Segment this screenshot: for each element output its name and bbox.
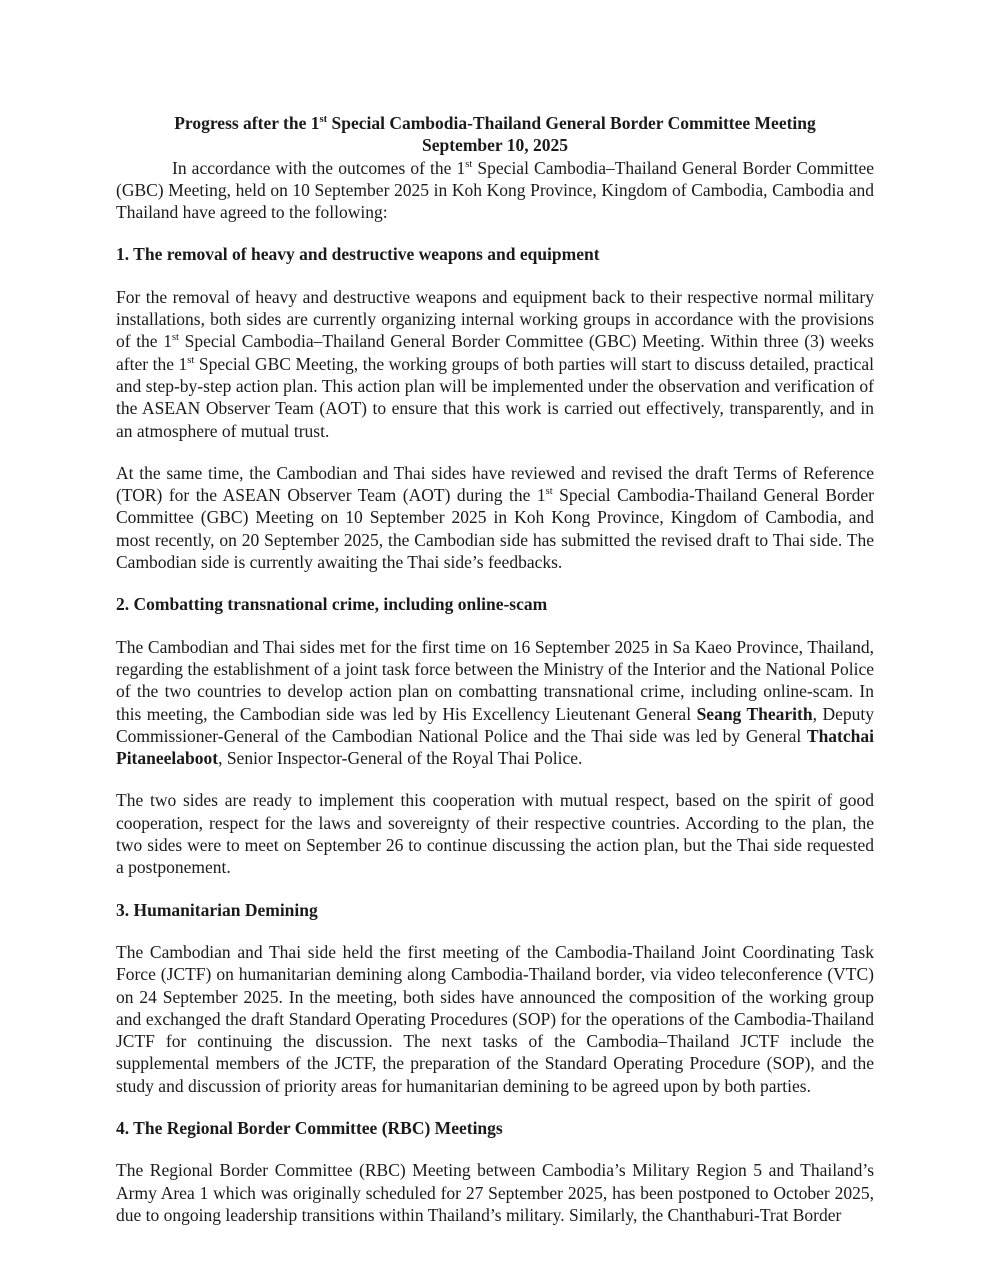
text-run: September 10, 2025 <box>422 135 568 156</box>
text-run: Special GBC Meeting, the working groups of both parties will start to discuss detailed, practical and step-by-step action plan. This action plan will be implemented under the observation and verification of the ASEAN Observer Team (AOT) to ensure that this work is carried out effectively, transparently, and in an atmosphere of mutual trust. <box>116 353 875 441</box>
superscript-text: st <box>465 158 473 170</box>
text-run: Special Cambodia-Thailand General Border Committee (GBC) Meeting on 10 September 2025 in Koh Kong Province, Kingdom of Cambodia, and most recently, on 20 September 2025, the Cambodian side has submitted the revised draft to Thai side. The Cambodian side is currently awaiting the Thai side’s feedbacks. <box>116 485 874 573</box>
document-title-line-1 <box>116 112 874 134</box>
text-run: The Regional Border Committee (RBC) Meeting between Cambodia’s Military Region 5 and Thailand’s Army Area 1 which was originally scheduled for 27 September 2025, has been postponed to October 2025, due to ongoing leadership transitions within Thailand’s military. Similarly, the Chanthaburi-Trat Border <box>116 1160 874 1225</box>
text-run: , Deputy Commissioner-General of the Cambodian National Police and the Thai side was led by General <box>116 703 874 746</box>
section-1-heading <box>116 243 874 265</box>
document-title <box>116 112 874 157</box>
section-3-paragraph-1 <box>116 941 874 1097</box>
superscript-text: st <box>545 486 553 498</box>
section-2-heading <box>116 593 874 615</box>
superscript-text: st <box>187 354 195 366</box>
text-run: Progress after the 1 <box>174 113 320 133</box>
section-3-heading <box>116 899 874 921</box>
section-1-paragraph-1 <box>116 286 874 442</box>
section-4-heading <box>116 1117 874 1139</box>
text-run: 2. Combatting transnational crime, including online-scam <box>116 594 548 615</box>
bold-text: Thatchai Pitaneelaboot <box>116 725 874 769</box>
text-run: At the same time, the Cambodian and Thai sides have reviewed and revised the draft Terms of Reference (TOR) for the ASEAN Observer Team (AOT) during the 1 <box>116 462 874 506</box>
intro-paragraph <box>116 157 874 224</box>
text-run: In accordance with the outcomes of the 1 <box>172 157 466 178</box>
document-body <box>116 157 874 1227</box>
text-run: Special Cambodia–Thailand General Border Committee (GBC) Meeting. Within three (3) weeks after the 1 <box>116 331 874 374</box>
text-run: , Senior Inspector-General of the Royal Thai Police. <box>218 748 583 769</box>
text-run: 3. Humanitarian Demining <box>116 899 318 920</box>
text-run: The two sides are ready to implement this cooperation with mutual respect, based on the spirit of good cooperation, respect for the laws and sovereignty of their respective countries. According to the plan, the two sides were to meet on September 26 to continue discussing the action plan, but the Thai side requested a postponement. <box>116 790 874 878</box>
text-run: The Cambodian and Thai sides met for the first time on 16 September 2025 in Sa Kaeo Province, Thailand, regarding the establishment of a joint task force between the Ministry of the Interior and the National Police of the two countries to develop action plan on combatting transnational crime, including online-scam. In this meeting, the Cambodian side was led by His Excellency Lieutenant General <box>116 636 874 724</box>
superscript-text: st <box>171 332 179 344</box>
document-title-line-2 <box>116 134 874 156</box>
text-run: For the removal of heavy and destructive weapons and equipment back to their respective normal military installations, both sides are currently organizing internal working groups in accordance with the provisions of the 1 <box>116 286 874 352</box>
text-run: The Cambodian and Thai side held the first meeting of the Cambodia-Thailand Joint Coordinating Task Force (JCTF) on humanitarian demining along Cambodia-Thailand border, via video teleconference (VTC) on 24 September 2025. In the meeting, both sides have announced the composition of the working group and exchanged the draft Standard Operating Procedures (SOP) for the operations of the Cambodia-Thailand JCTF for continuing the discussion. The next tasks of the Cambodia–Thailand JCTF include the supplemental members of the JCTF, the preparation of the Standard Operating Procedure (SOP), and the study and discussion of priority areas for humanitarian demining to be agreed upon by both parties. <box>116 941 874 1096</box>
text-run: Special Cambodia-Thailand General Border Committee Meeting <box>327 113 816 133</box>
section-4-paragraph-1 <box>116 1159 874 1226</box>
section-2-paragraph-2 <box>116 789 874 878</box>
text-run: Special Cambodia–Thailand General Border Committee (GBC) Meeting, held on 10 September 2025 in Koh Kong Province, Kingdom of Cambodia, Cambodia and Thailand have agreed to the following: <box>116 157 874 223</box>
text-run: 1. The removal of heavy and destructive weapons and equipment <box>116 244 600 265</box>
text-run: 4. The Regional Border Committee (RBC) Meetings <box>116 1117 503 1138</box>
superscript-text: st <box>319 114 328 126</box>
bold-text: Seang Thearith <box>696 703 813 724</box>
section-2-paragraph-1 <box>116 636 874 770</box>
section-1-paragraph-2 <box>116 462 874 573</box>
